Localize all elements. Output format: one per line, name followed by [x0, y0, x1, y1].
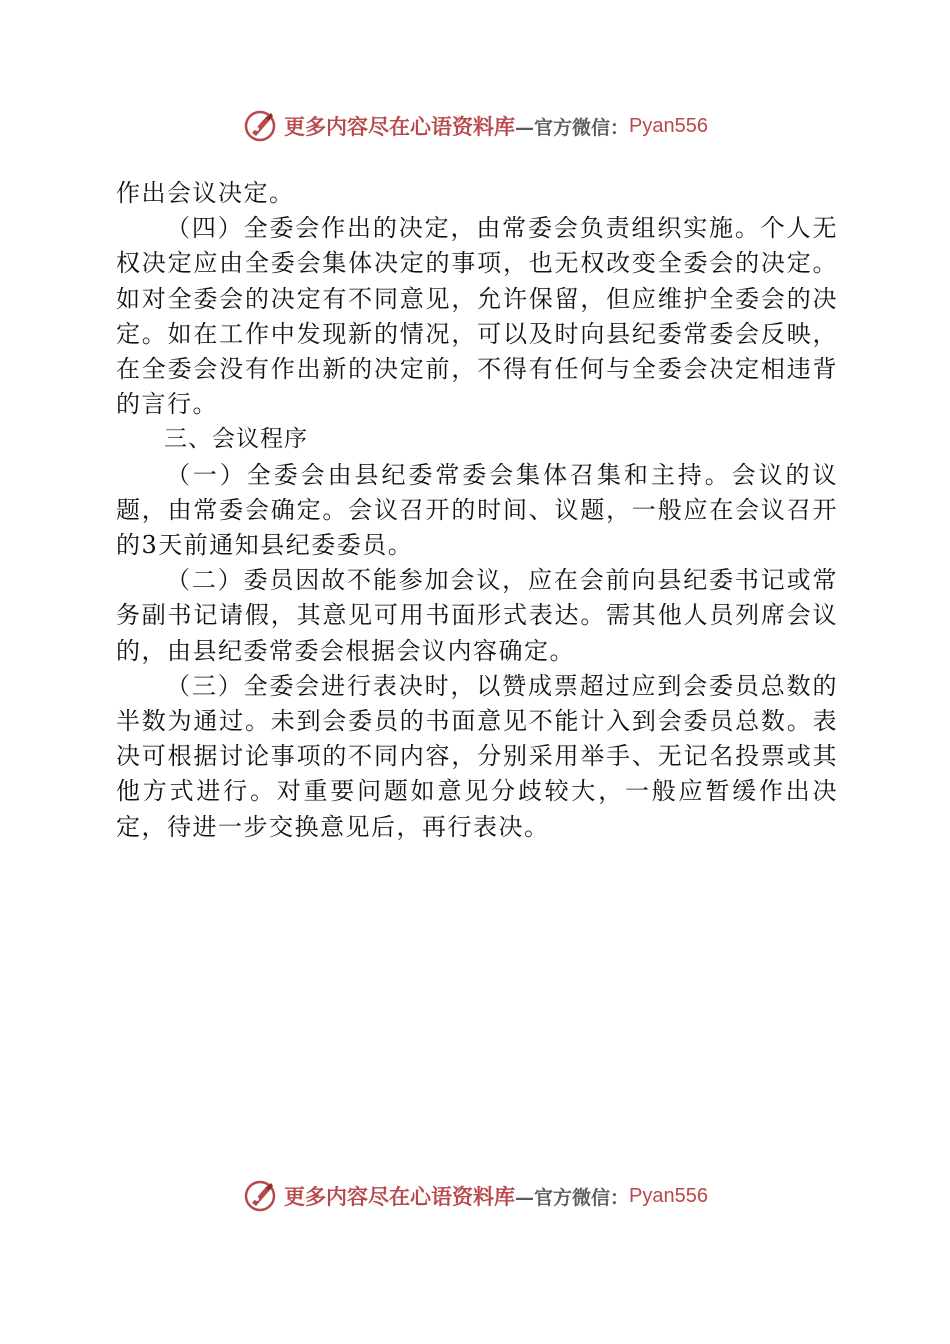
pen-nib-logo-icon — [242, 1178, 278, 1214]
footer-banner — [0, 1176, 950, 1216]
pen-nib-logo-icon — [242, 108, 278, 144]
banner-wechat-label: —官方微信： — [515, 1186, 630, 1209]
banner-main-text: 更多内容尽在心语资料库 — [284, 114, 515, 139]
paragraph-continuation: 作出会议决定。 — [116, 179, 295, 207]
document-body — [116, 176, 838, 845]
banner-wechat-id: Pyan556 — [629, 1184, 708, 1207]
banner-main-text: 更多内容尽在心语资料库 — [284, 1184, 515, 1209]
paragraph-item-4: （四）全委会作出的决定，由常委会负责组织实施。个人无权决定应由全委会集体决定的事项，也无权改变全委会的决定。如对全委会的决定有不同意见，允许保留，但应维护全委会的决定。如在工作中发现新的情况，可以及时向县纪委常委会反映，在全委会没有作出新的决定前，不得有任何与全委会决定相违背的言行。 — [116, 214, 838, 419]
paragraph-section3-item-2: （二）委员因故不能参加会议，应在会前向县纪委书记或常务副书记请假，其意见可用书面形式表达。需其他人员列席会议的，由县纪委常委会根据会议内容确定。 — [116, 566, 838, 665]
paragraph-section3-item-3: （三）全委会进行表决时，以赞成票超过应到会委员总数的半数为通过。未到会委员的书面意见不能计入到会委员总数。表决可根据讨论事项的不同内容，分别采用举手、无记名投票或其他方式进行。对重要问题如意见分歧较大，一般应暂缓作出决定，待进一步交换意见后，再行表决。 — [116, 671, 838, 841]
banner-wechat-id: Pyan556 — [629, 114, 708, 137]
banner-wechat-label: —官方微信： — [515, 116, 630, 139]
paragraph-section3-item-1: （一）全委会由县纪委常委会集体召集和主持。会议的议题，由常委会确定。会议召开的时间、议题，一般应在会议召开的3天前通知县纪委委员。 — [116, 460, 838, 560]
header-banner — [0, 106, 950, 146]
section-heading-meeting-procedure: 三、会议程序 — [164, 426, 308, 453]
